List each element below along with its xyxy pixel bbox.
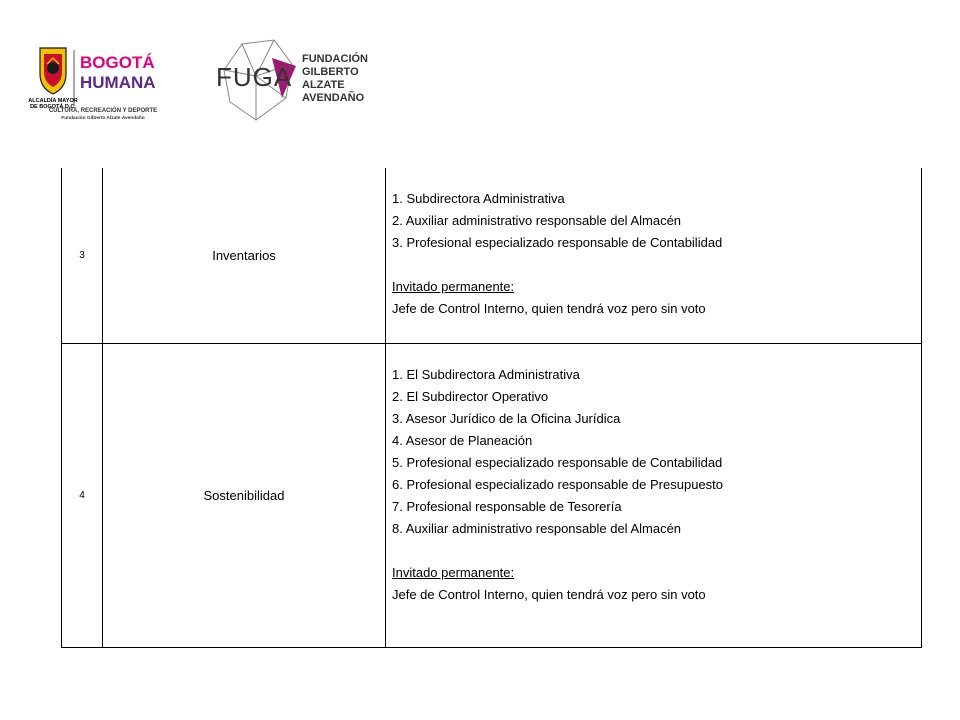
- guest-text: Jefe de Control Interno, quien tendrá voz pero sin voto: [392, 301, 706, 316]
- guest-label: Invitado permanente:: [392, 565, 515, 580]
- humana-wordmark: HUMANA: [80, 73, 156, 92]
- entity-line: Fundación Gilberto Alzate Avendaño: [61, 116, 145, 120]
- sector-line: CULTURA, RECREACIÓN Y DEPORTE: [48, 108, 158, 114]
- member-item: 6. Profesional especializado responsable de Presupuesto: [392, 477, 723, 492]
- member-item: 5. Profesional especializado responsable de Contabilidad: [392, 455, 723, 470]
- committee-name: Sostenibilidad: [103, 344, 386, 648]
- committee-members-cell: [386, 344, 922, 648]
- fuga-name-line-1: FUNDACIÓN: [302, 53, 368, 65]
- alcaldia-line-2: DE BOGOTÁ D.C.: [30, 104, 76, 110]
- fuga-logo: [212, 36, 392, 126]
- committee-members-cell: [386, 168, 922, 344]
- guest-text: Jefe de Control Interno, quien tendrá voz pero sin voto: [392, 587, 706, 602]
- row-number: 3: [62, 168, 103, 344]
- member-item: 1. El Subdirectora Administrativa: [392, 367, 580, 382]
- bogota-wordmark: BOGOTÁ: [80, 53, 155, 72]
- members-list: [386, 344, 921, 606]
- member-item: 3. Asesor Jurídico de la Oficina Jurídica: [392, 411, 621, 426]
- committees-table: [61, 168, 922, 648]
- fuga-name-line-3: ALZATE: [302, 79, 345, 91]
- guest-label: Invitado permanente:: [392, 279, 515, 294]
- member-item: 2. Auxiliar administrativo responsable del Almacén: [392, 213, 682, 228]
- member-item: 2. El Subdirector Operativo: [392, 389, 549, 404]
- row-number: 4: [62, 344, 103, 648]
- members-list: [386, 168, 921, 320]
- alcaldia-line-1: ALCALDÍA MAYOR: [28, 98, 78, 104]
- table-row: [62, 344, 922, 648]
- page-header: [0, 0, 960, 160]
- table-row: [62, 168, 922, 344]
- member-item: 7. Profesional responsable de Tesorería: [392, 499, 622, 514]
- member-item: 8. Auxiliar administrativo responsable del Almacén: [392, 521, 682, 536]
- member-item: 3. Profesional especializado responsable de Contabilidad: [392, 235, 723, 250]
- alcaldia-bogota-humana-logo: [28, 44, 178, 120]
- member-item: 4. Asesor de Planeación: [392, 433, 533, 448]
- fuga-name-line-2: GILBERTO: [302, 66, 359, 78]
- member-item: 1. Subdirectora Administrativa: [392, 191, 565, 206]
- committee-name: Inventarios: [103, 168, 386, 344]
- fuga-name-line-4: AVENDAÑO: [302, 92, 365, 104]
- coat-of-arms-icon: [40, 48, 66, 94]
- fuga-acronym: FUGA: [216, 62, 293, 92]
